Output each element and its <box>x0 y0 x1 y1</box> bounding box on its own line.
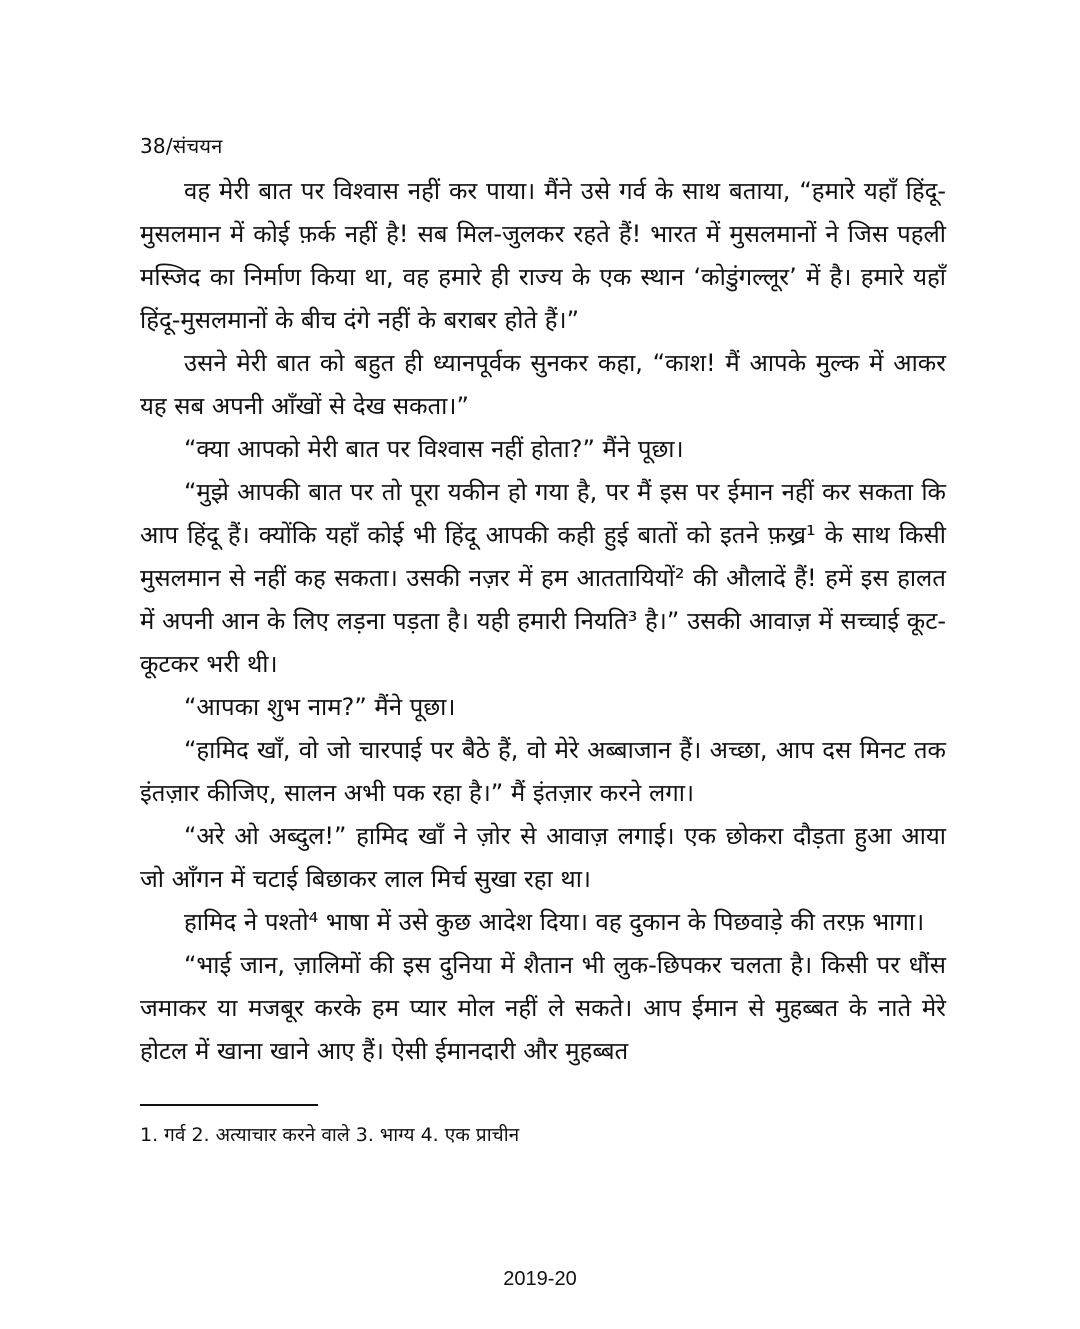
footnotes: 1. गर्व 2. अत्याचार करने वाले 3. भाग्य 4. एक प्राचीन <box>140 1124 520 1146</box>
paragraph: “हामिद खाँ, वो जो चारपाई पर बैठे हैं, वो मेरे अब्बाजान हैं। अच्छा, आप दस मिनट तक इंतज़ार कीजिए, सालन अभी पक रहा है।” मैं इंतज़ार करने लगा। <box>140 736 946 807</box>
footnote-divider <box>140 1104 318 1106</box>
paragraph: वह मेरी बात पर विश्वास नहीं कर पाया। मैंने उसे गर्व के साथ बताया, “हमारे यहाँ हिंदू-मुसलमान में कोई फ़र्क नहीं है! सब मिल-जुलकर रहते हैं! भारत में मुसलमानों ने जिस पहली मस्जिद का निर्माण किया था, वह हमारे ही राज्य के एक स्थान ‘कोडुंगल्लूर’ में है। हमारे यहाँ हिंदू-मुसलमानों के बीच दंगे नहीं के बराबर होते हैं।” <box>140 177 946 334</box>
paragraph: “अरे ओ अब्दुल!” हामिद खाँ ने ज़ोर से आवाज़ लगाई। एक छोकरा दौड़ता हुआ आया जो आँगन में चटाई बिछाकर लाल मिर्च सुखा रहा था। <box>140 822 946 893</box>
paragraph: “भाई जान, ज़ालिमों की इस दुनिया में शैतान भी लुक-छिपकर चलता है। किसी पर धौंस जमाकर या मजबूर करके हम प्यार मोल नहीं ले सकते। आप ईमान से मुहब्बत के नाते मेरे होटल में खाना खाने आए हैं। ऐसी ईमानदारी और मुहब्बत <box>140 951 946 1065</box>
paragraph: “आपका शुभ नाम?” मैंने पूछा। <box>184 693 456 721</box>
page-header: 38/संचयन <box>140 134 223 158</box>
page-footer-year: 2019-20 <box>503 1268 577 1290</box>
body-text <box>140 170 946 1073</box>
paragraph: हामिद ने पश्तो⁴ भाषा में उसे कुछ आदेश दिया। वह दुकान के पिछवाड़े की तरफ़ भागा। <box>184 908 925 936</box>
paragraph: “मुझे आपकी बात पर तो पूरा यकीन हो गया है, पर मैं इस पर ईमान नहीं कर सकता कि आप हिंदू हैं। क्योंकि यहाँ कोई भी हिंदू आपकी कही हुई बातों को इतने फ़ख्र¹ के साथ किसी मुसलमान से नहीं कह सकता। उसकी नज़र में हम आततायियों² की औलादें हैं! हमें इस हालत में अपनी आन के लिए लड़ना पड़ता है। यही हमारी नियति³ है।” उसकी आवाज़ में सच्चाई कूट-कूटकर भरी थी। <box>140 478 946 678</box>
paragraph: उसने मेरी बात को बहुत ही ध्यानपूर्वक सुनकर कहा, “काश! मैं आपके मुल्क में आकर यह सब अपनी आँखों से देख सकता।” <box>140 349 946 420</box>
paragraph: “क्या आपको मेरी बात पर विश्वास नहीं होता?” मैंने पूछा। <box>184 435 684 463</box>
